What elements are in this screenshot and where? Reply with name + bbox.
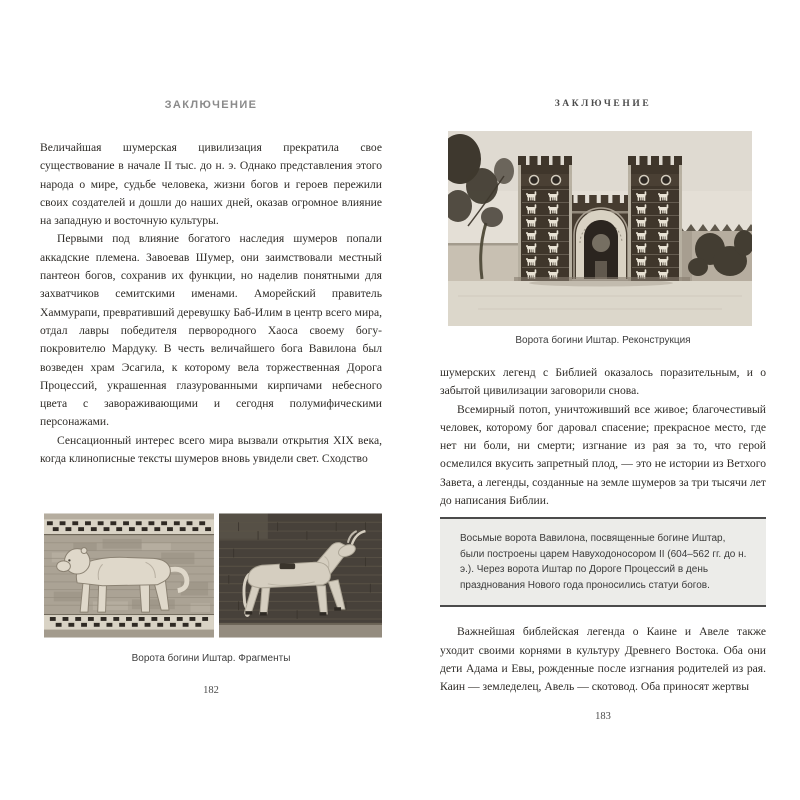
chapter-heading: ЗАКЛЮЧЕНИЕ xyxy=(164,99,258,111)
figure-ishtar-gate-reconstruction xyxy=(448,131,752,326)
figure-caption-reconstruction: Ворота богини Иштар. Реконструкция xyxy=(515,335,691,346)
gate-left-tower xyxy=(518,156,572,281)
page-right xyxy=(440,98,766,722)
paragraph: Первыми под влияние богатого наследия шумеров попали аккадские племена. Завоевав Шумер, они заимствовали местный пантеон богов, сохранив их функции, но наделив понятными для захватчиков семитскими именами. Аморейский правитель Хаммурапи, превративший деревушку Баб-Илим в центр всего мира, отдал лавры победителя первородного Хаоса своему богу-покровителю Мардуку. В честь величайшего бога Вавилона был возведен храм Эсагила, к которому вела торжественная Дорога Процессий, украшенная глазурованными кирпичами небесного цвета с завораживающими и сегодня полумифическими персонажами. xyxy=(40,232,382,429)
left-text-column xyxy=(40,139,382,468)
right-text-column-after xyxy=(440,623,766,696)
ishtar-gate-photo xyxy=(448,131,752,326)
gate-right-tower xyxy=(628,156,682,281)
paragraph: Важнейшая библейская легенда о Каине и Авеле также уходит своими корнями в культуру Древнего Востока. Оба они дети Адама и Евы, рожденные после изгнания родителей из рая. Каин — земледелец, Авель — скотовод. Оба приносят жертвы xyxy=(440,625,766,694)
figure-caption-fragments: Ворота богини Иштар. Фрагменты xyxy=(131,653,291,665)
gate-center-face xyxy=(566,195,634,279)
paragraph: Всемирный потоп, уничтоживший все живое; благочестивый человек, которому бог даровал спасение; прекрасное место, где нет ни боли, ни смерти; изгнание из рая за то, что герой осмелился вкусить запретный плод, — это не истории из Ветхого Завета, а легенды, созданные на земле шумеров за три тысячи лет до написания Библии. xyxy=(440,402,766,508)
left-wall xyxy=(448,243,526,281)
page-number-right: 183 xyxy=(595,710,611,722)
lion-relief-photo xyxy=(44,512,214,639)
note-box-text: Восьмые ворота Вавилона, посвященные богине Иштар, были построены царем Навуходоносором II (604–562 гг. до н. э.). Через ворота Иштар по Дороге Процессий в день празднования Нового года проносились статуи богов. xyxy=(460,533,747,591)
paragraph: Сенсационный интерес всего мира вызвали открытия XIX века, когда клинописные тексты шумеров вновь увидели свет. Сходство xyxy=(40,433,382,466)
right-text-column xyxy=(440,364,766,510)
page-left xyxy=(40,98,382,696)
page-number-left: 182 xyxy=(203,685,219,697)
aurochs-relief-photo xyxy=(219,512,382,639)
running-head: ЗАКЛЮЧЕНИЕ xyxy=(554,99,652,109)
paragraph: Величайшая шумерская цивилизация прекратила свое существование в начале II тыс. до н. э. Однако представления этого народа о мире, судьбе человека, жизни богов и героев пережили своих создателей и дошли до наших дней, оказав огромное влияние на западную и восточную культуры. xyxy=(40,141,382,228)
paragraph: шумерских легенд с Библией оказалось поразительным, и о забытой цивилизации заговорили снова. xyxy=(440,366,766,398)
figure-ishtar-gate-fragments xyxy=(44,512,382,639)
note-box xyxy=(440,517,766,607)
